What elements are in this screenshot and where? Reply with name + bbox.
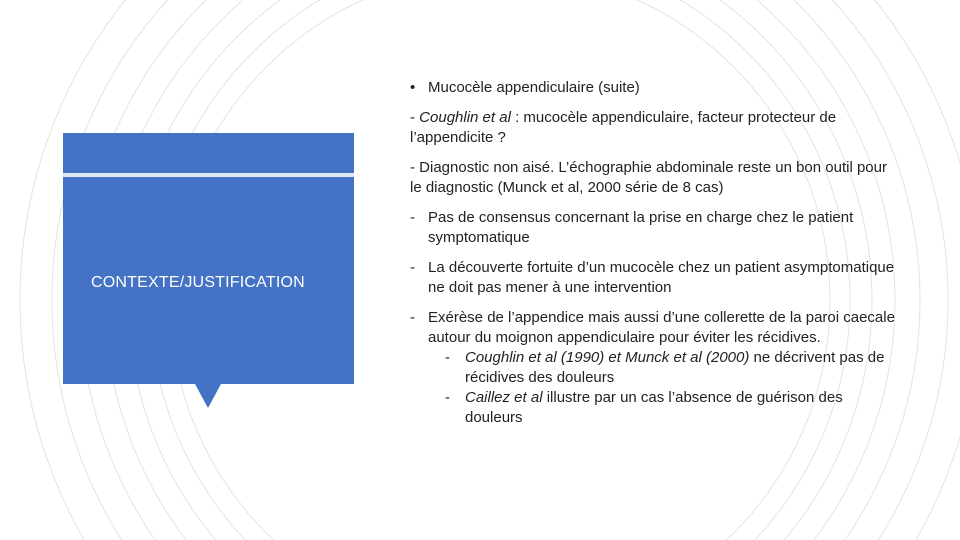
p1-text: : mucocèle appendiculaire, facteur protecteur de l’appendicite ? — [410, 109, 837, 146]
paragraph-diagnostic: - Diagnostic non aisé. L’échographie abdominale reste un bon outil pour le diagnostic (Munck et al, 2000 série de 8 cas) — [410, 159, 887, 196]
sub-list-item-text — [465, 348, 900, 388]
list-item — [410, 308, 900, 348]
list-dash: - — [410, 259, 415, 276]
panel-divider-band — [63, 173, 354, 177]
list-dash: - — [410, 209, 415, 226]
sub1-connector: et — [604, 349, 626, 366]
list-item — [410, 258, 900, 298]
sub-list-item — [410, 348, 900, 388]
list-item-text: Pas de consensus concernant la prise en charge chez le patient symptomatique — [428, 209, 854, 246]
sub1-citation-munck: Munck et al (2000) — [625, 349, 750, 366]
heading-text: Mucocèle appendiculaire (suite) — [428, 79, 640, 96]
panel-pointer — [195, 384, 221, 408]
paragraph-coughlin — [410, 108, 900, 148]
sub1-citation-coughlin: Coughlin et al (1990) — [465, 349, 605, 366]
heading-bullet: • — [410, 79, 416, 96]
sub-list-item — [410, 388, 900, 428]
p1-dash: - — [410, 109, 420, 126]
list-item-text: Exérèse de l’appendice mais aussi d’une collerette de la paroi caecale autour du moignon appendiculaire pour éviter les récidives. — [428, 309, 895, 346]
list-item — [410, 208, 900, 248]
section-heading — [410, 78, 900, 98]
title-panel — [63, 133, 354, 384]
sub-list-dash: - — [445, 389, 450, 406]
list-item-text: La découverte fortuite d’un mucocèle chez un patient asymptomatique ne doit pas mener à une intervention — [428, 259, 895, 296]
p1-citation: Coughlin et al — [419, 109, 511, 126]
sub2-text: illustre par un cas l’absence de guérison des douleurs — [465, 389, 843, 426]
panel-title: CONTEXTE/JUSTIFICATION — [91, 274, 305, 291]
sub-list-item-text — [465, 388, 900, 428]
slide-content — [410, 78, 900, 428]
sub2-citation: Caillez et al — [465, 389, 543, 406]
list-dash: - — [410, 309, 415, 326]
sub-list-dash: - — [445, 349, 450, 366]
sub1-text: ne décrivent pas de récidives des douleurs — [465, 349, 885, 386]
